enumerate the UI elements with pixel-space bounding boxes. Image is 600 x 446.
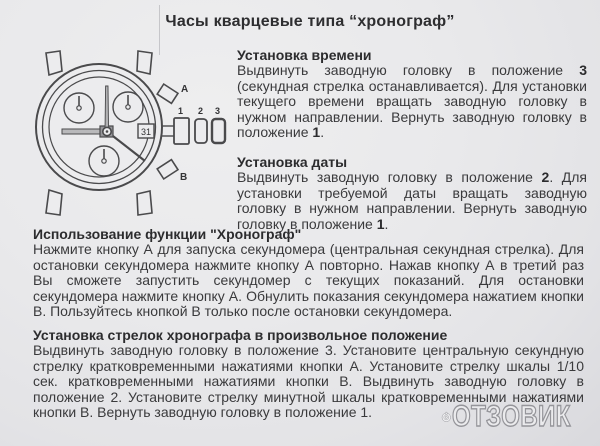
section-chronograph-function [33,226,584,320]
pusher-a-label: A [181,84,189,95]
page-title: Часы кварцевые типа “хронограф” [165,13,455,30]
crown-position-3 [212,119,225,143]
section-body: Нажмите кнопку А для запуска секундомера (центральная секундная стрелка). Для остановки секундомера нажмите кнопку А повторно. Нажав кнопку А в третий раз Вы сможете запустить секундомер с текущих показаний. Для остановки секундомера нажмите кнопку А. Обнулить показания секундомера нажатием кнопки В. Пользуйтесь кнопкой В только после остановки секундомера. [33,241,584,320]
watermark-text: ОТЗОВИК [451,400,571,433]
watermark [441,392,600,442]
section-heading: Использование функции "Хронограф" [33,226,302,242]
crown-position-2-label: 2 [198,106,204,116]
pusher-b [157,160,178,179]
chrono-second-hand [105,86,109,132]
section-heading: Установка времени [237,47,372,63]
watch-diagram [10,40,232,226]
otzovik-logo-icon [441,391,452,443]
subdial-top-left-pivot [77,106,81,110]
section-heading: Установка даты [237,153,348,170]
instructions-right-column [237,47,587,232]
section-body: Выдвинуть заводную головку в положение 3 (секундная стрелка останавливается). Для установки текущего времени вращать заводную головку в нужном направлении. Вернуть заводную головку в положение 1. [237,62,587,141]
date-window-value: 31 [141,127,152,137]
crown-position-3-label: 3 [215,106,221,116]
section-time-setting [237,47,587,141]
watch-lug-bottom-right [137,191,152,215]
pusher-a [157,84,178,103]
watch-lug-bottom-left [46,190,62,215]
section-heading: Установка стрелок хронографа в произвольное положение [33,326,448,343]
center-hub-dot [106,130,109,133]
section-body: Выдвинуть заводную головку в положение 3. Установите центральную секундную стрелку кратковременными нажатиями кнопки А. Установите стрелку шкалы 1/10 сек. кратковременными нажатиями кнопки В. Выдвинуть заводную головку в положение 2. Установите стрелку минутной шкалы кратковременными нажатиями кнопки В. Вернуть заводную головку в положение 1. [33,341,584,421]
section-body: Выдвинуть заводную головку в положение 2. Для установки требуемой даты вращать заводную головку в нужном направлении. Вернуть заводную головку в положение 1. [237,168,587,232]
crown-position-1 [174,118,189,144]
watch-illustration [10,40,232,226]
subdial-bottom-pivot [102,159,106,163]
watch-lug-top-right [137,51,152,74]
crown-position-1-label: 1 [178,106,184,116]
watch-lug-top-left [46,51,62,75]
section-date-setting [237,154,587,232]
pusher-b-label: B [180,172,188,183]
crown-position-2 [195,119,207,143]
subdial-top-right-pivot [126,105,130,109]
